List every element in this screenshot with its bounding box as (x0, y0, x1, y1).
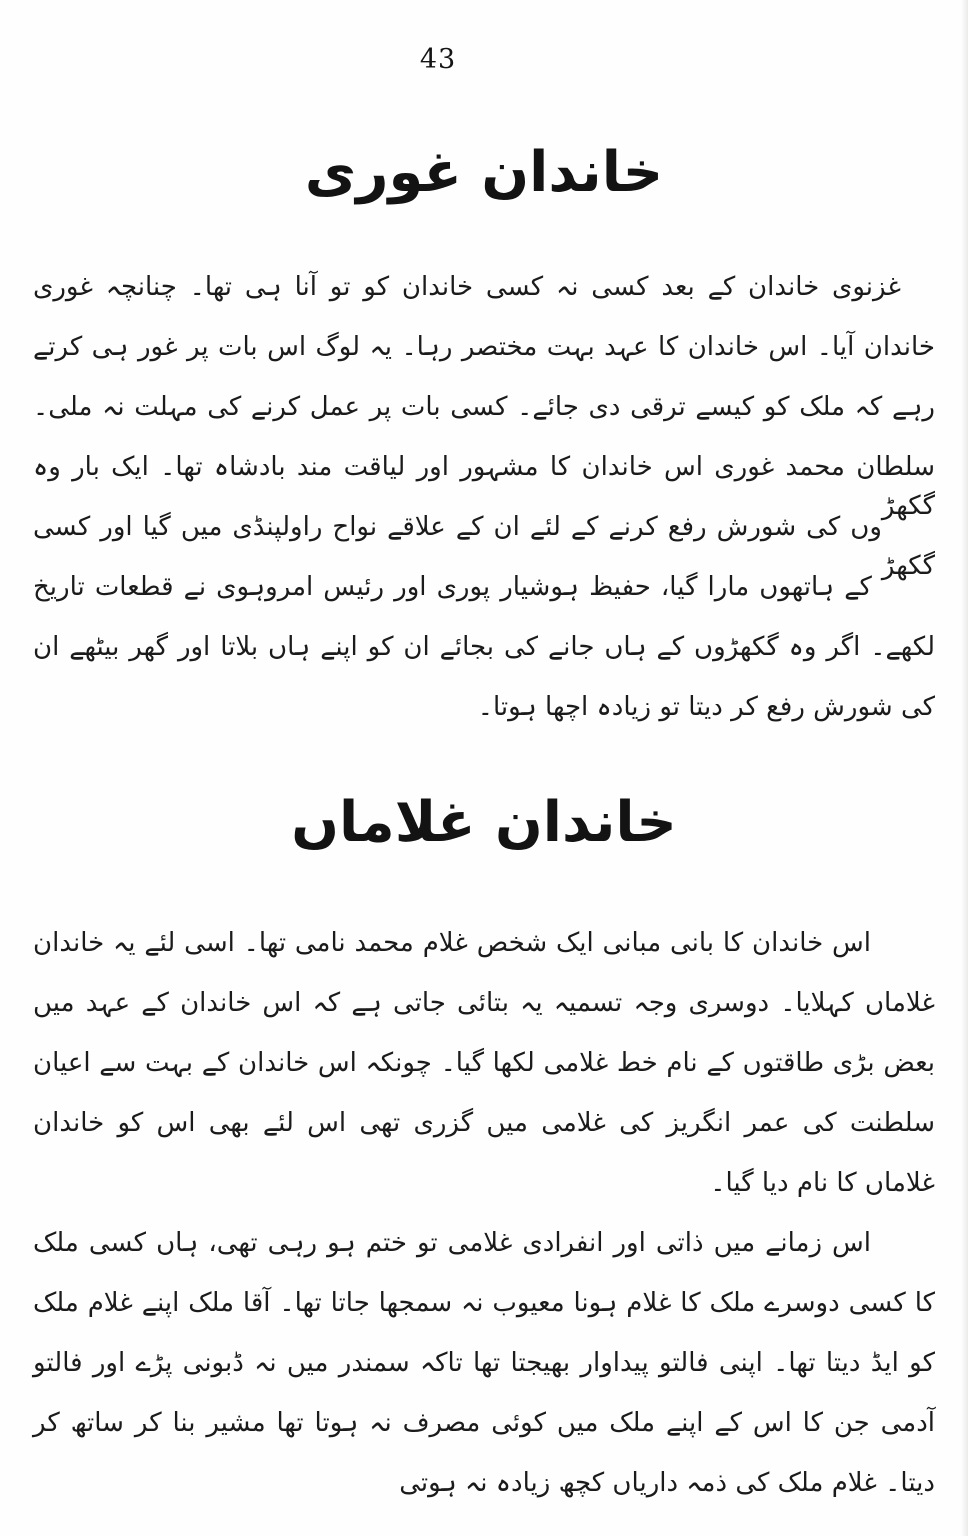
text-segment: وں کی شورش رفع کرنے کے لئے ان کے علاقے نواح راولپنڈی میں گیا اور کسی (33, 512, 882, 542)
paragraph-ghauri (33, 257, 935, 737)
section-heading-khandan-ghulaman: خاندان غلاماں (291, 790, 677, 855)
text-segment: کے ہاتھوں مارا گیا، حفیظ ہوشیار پوری اور رئیس امروہوی نے قطعات تاریخ لکھے۔ اگر وہ گکھڑوں کے ہاں جانے کی بجائے ان کو اپنے ہاں بلاتا اور گھر بیٹھے ان کی شورش رفع کر دیتا تو زیادہ اچھا ہوتا۔ (33, 572, 935, 722)
paragraph-ghulaman-2: اس زمانے میں ذاتی اور انفرادی غلامی تو ختم ہو رہی تھی، ہاں کسی ملک کا کسی دوسرے ملک کا غلام ہونا معیوب نہ سمجھا جاتا تھا۔ آقا ملک اپنے غلام ملک کو ایڈ دیتا تھا۔ اپنی فالتو پیداوار بھیجتا تھا تاکہ سمندر میں نہ ڈبونی پڑے اور فالتو آدمی جن کا اس کے اپنے ملک میں کوئی مصرف نہ ہوتا تھا مشیر بنا کر ساتھ کر دیتا۔ غلام ملک کی ذمہ داریاں کچھ زیادہ نہ ہوتی (33, 1228, 935, 1498)
text-segment: غزنوی خاندان کے بعد کسی نہ کسی خاندان کو تو آنا ہی تھا۔ چنانچہ غوری خاندان آیا۔ اس خاندان کا عہد بہت مختصر رہا۔ یہ لوگ اس بات پر غور ہی کرتے رہے کہ ملک کو کیسے ترقی دی جائے۔ کسی بات پر عمل کرنے کی مہلت نہ ملی۔ سلطان محمد غوری اس خاندان کا مشہور اور لیاقت مند بادشاہ تھا۔ ایک بار وہ (33, 272, 935, 482)
raised-word-gakhar: گکھڑ (881, 491, 935, 522)
scan-edge-shadow (961, 0, 968, 1536)
page-number: 43 (419, 44, 457, 75)
text-column (0, 131, 968, 1513)
paragraph-ghulaman-1: اس خاندان کا بانی مبانی ایک شخص غلام محمد نامی تھا۔ اسی لئے یہ خاندان غلاماں کہلایا۔ دوسری وجہ تسمیہ یہ بتائی جاتی ہے کہ اس خاندان کے عہد میں بعض بڑی طاقتوں کے نام خط غلامی لکھا گیا۔ چونکہ اس خاندان کے بہت سے اعیان سلطنت کی عمر انگریز کی غلامی میں گزری تھی اس لئے بھی اس کو خاندان غلاماں کا نام دیا گیا۔ (33, 928, 935, 1198)
section-heading-khandan-ghauri: خاندان غوری (304, 140, 664, 205)
raised-word-gakhar: گکھڑ (881, 551, 935, 582)
